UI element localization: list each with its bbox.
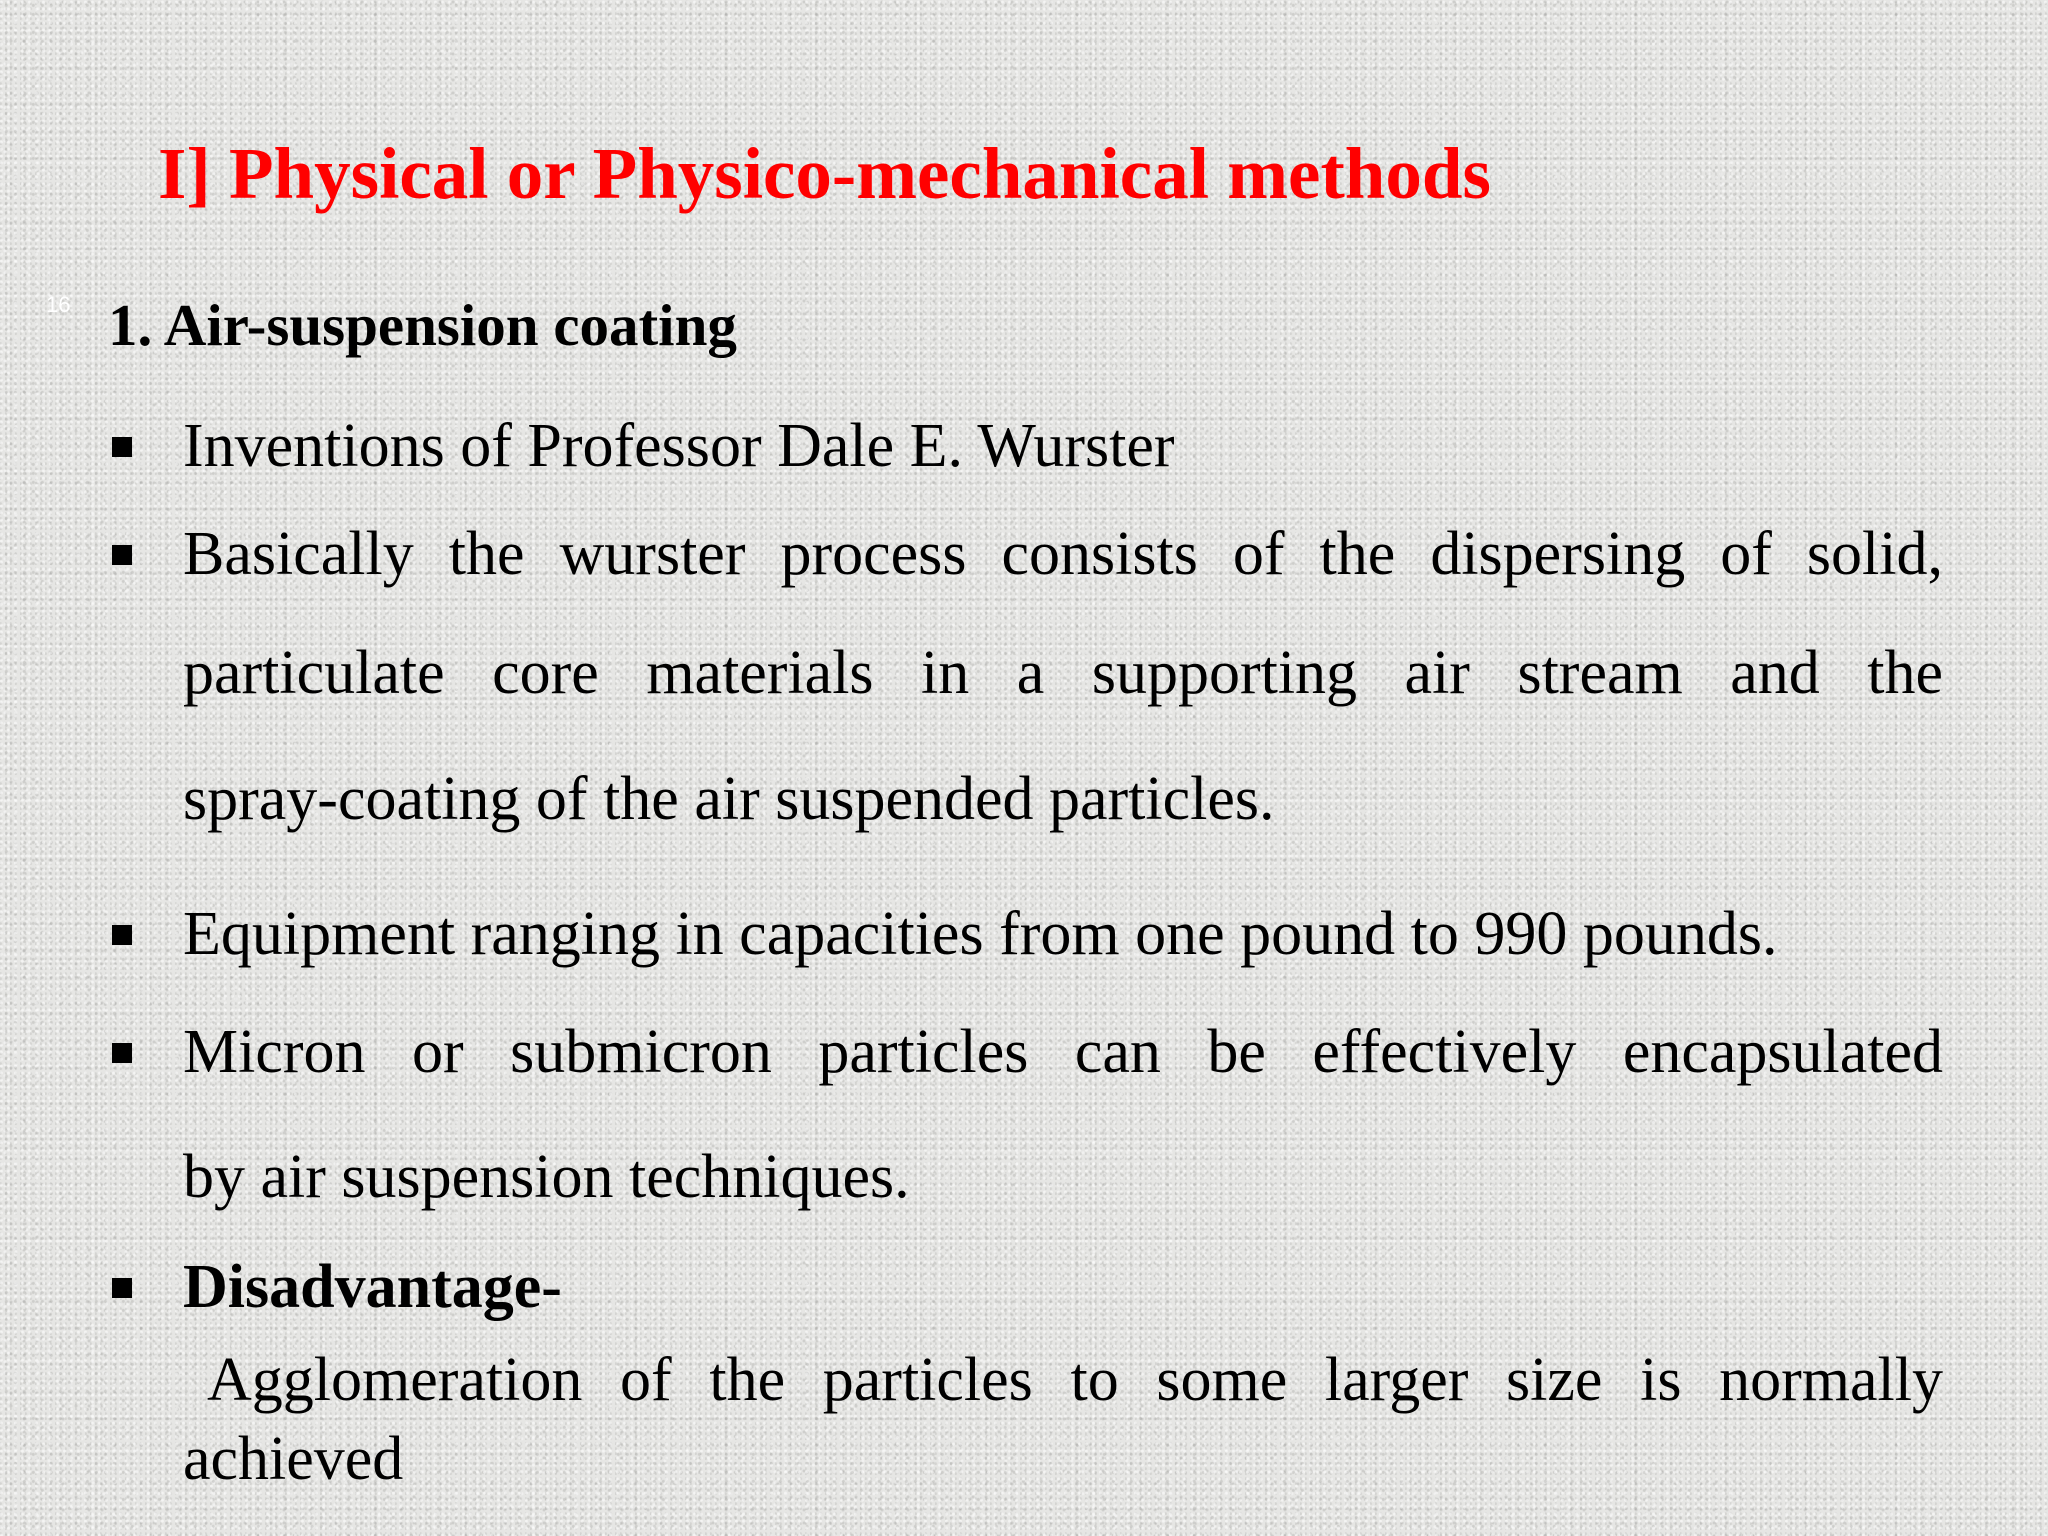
square-bullet-icon — [112, 925, 132, 945]
slide-number: 16 — [46, 292, 71, 317]
square-bullet-icon — [112, 437, 132, 457]
disadvantage-text-line-2: achieved — [183, 1425, 404, 1493]
bullet-item-micron-line-1: Micron or submicron particles can be effectively encapsulated — [183, 1018, 1943, 1086]
slide-title: I] Physical or Physico-mechanical methods — [158, 133, 1491, 214]
disadvantage-label: Disadvantage — [183, 1253, 542, 1321]
bullet-item-inventor: Inventions of Professor Dale E. Wurster — [183, 412, 1175, 480]
square-bullet-icon — [112, 1278, 132, 1298]
disadvantage-dash: - — [541, 1253, 562, 1321]
disadvantage-text-line-1: Agglomeration of the particles to some larger size is normally — [207, 1346, 1943, 1414]
bullet-item-micron-line-2: by air suspension techniques. — [183, 1143, 910, 1211]
bullet-item-equipment: Equipment ranging in capacities from one pound to 990 pounds. — [183, 900, 1778, 968]
square-bullet-icon — [112, 545, 132, 565]
bullet-item-process-line-3: spray-coating of the air suspended particles. — [183, 765, 1275, 833]
square-bullet-icon — [112, 1043, 132, 1063]
bullet-item-disadvantage-label — [183, 1250, 562, 1324]
section-heading: 1. Air-suspension coating — [108, 292, 737, 358]
bullet-item-process-line-1: Basically the wurster process consists of the dispersing of solid, — [183, 520, 1943, 588]
bullet-item-process-line-2: particulate core materials in a supporting air stream and the — [183, 639, 1943, 707]
